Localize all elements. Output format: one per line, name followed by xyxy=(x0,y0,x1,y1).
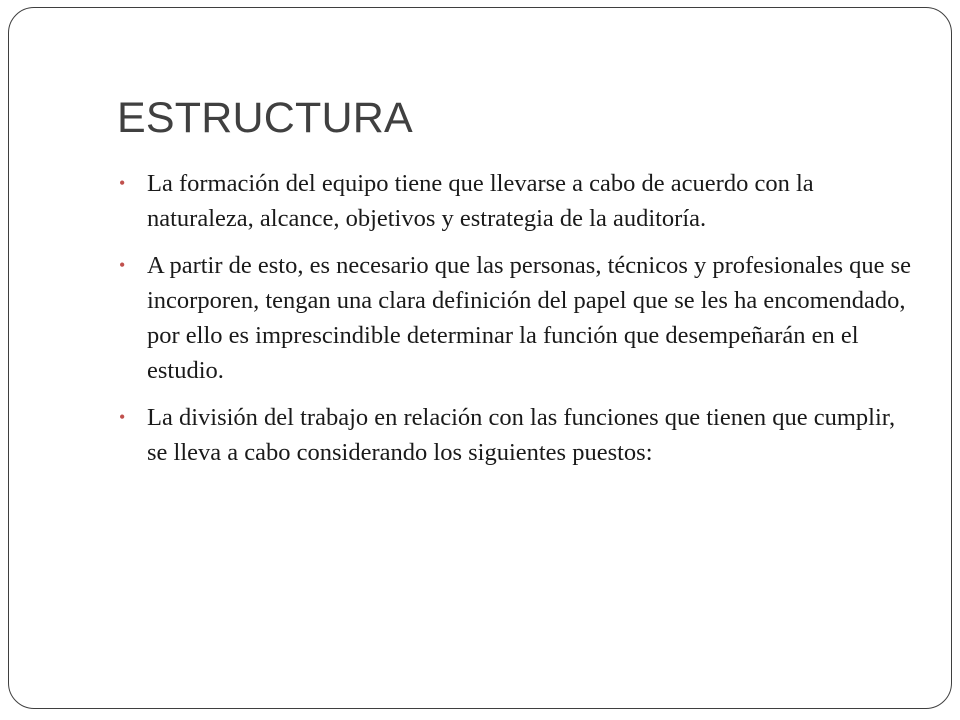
bullet-text: A partir de esto, es necesario que las personas, técnicos y profesionales que se incorporen, tengan una clara definición del papel que se les ha encomendado, por ello es imprescindible determinar la función que desempeñarán en el estudio. xyxy=(147,252,912,384)
bullet-dot-icon: • xyxy=(119,173,126,193)
slide-title: ESTRUCTURA xyxy=(117,94,413,142)
bullet-item xyxy=(117,248,917,388)
bullet-text: La división del trabajo en relación con las funciones que tienen que cumplir, se lleva a cabo considerando los siguientes puestos: xyxy=(147,404,896,466)
bullet-text: La formación del equipo tiene que llevarse a cabo de acuerdo con la naturaleza, alcance, objetivos y estrategia de la auditoría. xyxy=(147,170,814,232)
bullet-dot-icon: • xyxy=(119,407,126,427)
bullet-dot-icon: • xyxy=(119,255,126,275)
bullet-item xyxy=(117,166,917,236)
bullet-item xyxy=(117,400,917,470)
slide-frame xyxy=(8,7,952,709)
bullet-list xyxy=(117,166,917,482)
